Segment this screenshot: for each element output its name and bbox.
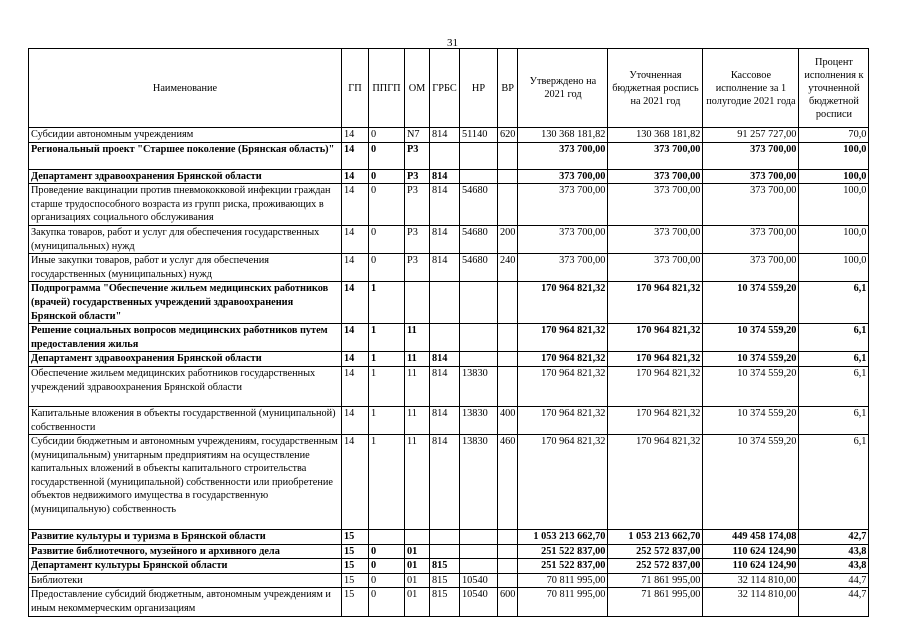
row-percent-cell: 70,0 (799, 128, 869, 143)
budget-table (28, 48, 869, 617)
header-ppgp: ППГП (369, 49, 405, 128)
row-refined-cell: 252 572 837,00 (608, 544, 703, 559)
row-np-cell: 54680 (460, 254, 498, 282)
row-np-cell: 13830 (460, 366, 498, 406)
row-om-cell: 11 (405, 406, 430, 434)
row-grbs-cell: 815 (430, 588, 460, 616)
row-vr-cell (498, 544, 518, 559)
row-gp-cell: 14 (342, 225, 369, 253)
row-om-cell: 11 (405, 352, 430, 367)
table-row (29, 406, 869, 434)
row-vr-cell (498, 573, 518, 588)
row-approved-cell: 170 964 821,32 (518, 324, 608, 352)
row-vr-cell: 400 (498, 406, 518, 434)
row-np-cell (460, 559, 498, 574)
table-row (29, 435, 869, 530)
row-cash-cell: 10 374 559,20 (703, 324, 799, 352)
row-vr-cell (498, 559, 518, 574)
row-percent-cell: 100,0 (799, 184, 869, 226)
row-np-cell: 10540 (460, 573, 498, 588)
row-refined-cell: 252 572 837,00 (608, 559, 703, 574)
row-percent-cell: 100,0 (799, 169, 869, 184)
row-grbs-cell (430, 142, 460, 169)
row-approved-cell: 170 964 821,32 (518, 406, 608, 434)
row-approved-cell: 170 964 821,32 (518, 435, 608, 530)
row-grbs-cell: 814 (430, 254, 460, 282)
row-name-cell: Субсидии автономным учреждениям (29, 128, 342, 143)
table-row (29, 366, 869, 406)
row-approved-cell: 373 700,00 (518, 142, 608, 169)
header-name: Наименование (29, 49, 342, 128)
row-percent-cell: 43,8 (799, 544, 869, 559)
row-name-cell: Библиотеки (29, 573, 342, 588)
row-vr-cell (498, 324, 518, 352)
header-np: НР (460, 49, 498, 128)
header-om: ОМ (405, 49, 430, 128)
header-approved: Утверждено на 2021 год (518, 49, 608, 128)
row-percent-cell: 100,0 (799, 142, 869, 169)
row-om-cell: 01 (405, 559, 430, 574)
row-cash-cell: 110 624 124,90 (703, 544, 799, 559)
row-om-cell: P3 (405, 254, 430, 282)
row-name-cell: Развитие библиотечного, музейного и архивного дела (29, 544, 342, 559)
row-percent-cell: 6,1 (799, 352, 869, 367)
table-row (29, 254, 869, 282)
row-np-cell: 10540 (460, 588, 498, 616)
row-om-cell: P3 (405, 142, 430, 169)
row-vr-cell: 240 (498, 254, 518, 282)
table-row (29, 588, 869, 616)
row-name-cell: Решение социальных вопросов медицинских работников путем предоставления жилья (29, 324, 342, 352)
table-row (29, 352, 869, 367)
table-row (29, 142, 869, 169)
row-cash-cell: 32 114 810,00 (703, 588, 799, 616)
row-name-cell: Иные закупки товаров, работ и услуг для обеспечения государственных (муниципальных) нужд (29, 254, 342, 282)
row-cash-cell: 10 374 559,20 (703, 435, 799, 530)
row-vr-cell (498, 142, 518, 169)
row-grbs-cell: 815 (430, 573, 460, 588)
row-grbs-cell (430, 530, 460, 545)
row-refined-cell: 71 861 995,00 (608, 573, 703, 588)
row-cash-cell: 449 458 174,08 (703, 530, 799, 545)
row-vr-cell (498, 366, 518, 406)
row-gp-cell: 15 (342, 530, 369, 545)
row-ppgp-cell: 0 (369, 184, 405, 226)
row-name-cell: Департамент культуры Брянской области (29, 559, 342, 574)
row-gp-cell: 15 (342, 573, 369, 588)
row-grbs-cell: 815 (430, 559, 460, 574)
table-header-row (29, 49, 869, 128)
row-om-cell: 01 (405, 588, 430, 616)
row-percent-cell: 100,0 (799, 225, 869, 253)
row-gp-cell: 14 (342, 406, 369, 434)
row-gp-cell: 14 (342, 352, 369, 367)
table-row (29, 544, 869, 559)
row-refined-cell: 373 700,00 (608, 184, 703, 226)
row-percent-cell: 6,1 (799, 406, 869, 434)
row-np-cell: 54680 (460, 184, 498, 226)
row-refined-cell: 373 700,00 (608, 169, 703, 184)
row-cash-cell: 373 700,00 (703, 142, 799, 169)
row-om-cell: 01 (405, 573, 430, 588)
row-name-cell: Субсидии бюджетным и автономным учреждениям, государственным (муниципальным) унитарным предприятиям на осуществление капитальных вложений в объекты капитального строительства государственной (муниципальной) собственности или приобретение объектов недвижимого имущества в государственную (муниципальную) собственность (29, 435, 342, 530)
table-row (29, 530, 869, 545)
row-percent-cell: 43,8 (799, 559, 869, 574)
row-gp-cell: 14 (342, 282, 369, 324)
row-np-cell: 51140 (460, 128, 498, 143)
row-percent-cell: 100,0 (799, 254, 869, 282)
row-refined-cell: 130 368 181,82 (608, 128, 703, 143)
row-gp-cell: 14 (342, 169, 369, 184)
page-number: 31 (447, 37, 458, 49)
row-cash-cell: 10 374 559,20 (703, 282, 799, 324)
row-cash-cell: 373 700,00 (703, 254, 799, 282)
header-refined: Уточненная бюджетная роспись на 2021 год (608, 49, 703, 128)
row-gp-cell: 14 (342, 366, 369, 406)
row-gp-cell: 14 (342, 184, 369, 226)
row-name-cell: Закупка товаров, работ и услуг для обеспечения государственных (муниципальных) нужд (29, 225, 342, 253)
row-om-cell: 01 (405, 544, 430, 559)
table-row (29, 184, 869, 226)
row-ppgp-cell: 1 (369, 406, 405, 434)
row-cash-cell: 10 374 559,20 (703, 406, 799, 434)
row-gp-cell: 15 (342, 588, 369, 616)
row-percent-cell: 6,1 (799, 435, 869, 530)
row-percent-cell: 6,1 (799, 324, 869, 352)
row-name-cell: Департамент здравоохранения Брянской области (29, 352, 342, 367)
row-ppgp-cell: 0 (369, 128, 405, 143)
row-vr-cell: 620 (498, 128, 518, 143)
row-percent-cell: 6,1 (799, 366, 869, 406)
row-om-cell: P3 (405, 184, 430, 226)
row-vr-cell: 200 (498, 225, 518, 253)
row-refined-cell: 170 964 821,32 (608, 435, 703, 530)
row-approved-cell: 170 964 821,32 (518, 282, 608, 324)
row-np-cell (460, 544, 498, 559)
row-refined-cell: 170 964 821,32 (608, 324, 703, 352)
row-gp-cell: 15 (342, 559, 369, 574)
row-approved-cell: 1 053 213 662,70 (518, 530, 608, 545)
row-gp-cell: 14 (342, 128, 369, 143)
row-grbs-cell: 814 (430, 406, 460, 434)
table-row (29, 128, 869, 143)
row-np-cell: 13830 (460, 435, 498, 530)
row-approved-cell: 70 811 995,00 (518, 588, 608, 616)
row-name-cell: Развитие культуры и туризма в Брянской области (29, 530, 342, 545)
header-cash: Кассовое исполнение за 1 полугодие 2021 года (703, 49, 799, 128)
row-ppgp-cell: 1 (369, 282, 405, 324)
row-name-cell: Региональный проект "Старшее поколение (Брянская область)" (29, 142, 342, 169)
table-row (29, 573, 869, 588)
row-approved-cell: 170 964 821,32 (518, 352, 608, 367)
row-ppgp-cell: 1 (369, 435, 405, 530)
row-percent-cell: 42,7 (799, 530, 869, 545)
row-grbs-cell (430, 324, 460, 352)
row-ppgp-cell: 0 (369, 559, 405, 574)
row-gp-cell: 14 (342, 254, 369, 282)
row-om-cell: 11 (405, 366, 430, 406)
row-cash-cell: 373 700,00 (703, 169, 799, 184)
row-grbs-cell: 814 (430, 169, 460, 184)
row-name-cell: Обеспечение жильем медицинских работников государственных учреждений здравоохранения Брянской области (29, 366, 342, 406)
table-row (29, 225, 869, 253)
table-row (29, 282, 869, 324)
row-cash-cell: 373 700,00 (703, 225, 799, 253)
row-grbs-cell: 814 (430, 352, 460, 367)
row-gp-cell: 14 (342, 435, 369, 530)
row-refined-cell: 71 861 995,00 (608, 588, 703, 616)
row-percent-cell: 6,1 (799, 282, 869, 324)
row-name-cell: Предоставление субсидий бюджетным, автономным учреждениям и иным некоммерческим организациям (29, 588, 342, 616)
header-vr: ВР (498, 49, 518, 128)
row-refined-cell: 170 964 821,32 (608, 282, 703, 324)
row-om-cell: N7 (405, 128, 430, 143)
row-np-cell (460, 530, 498, 545)
row-cash-cell: 10 374 559,20 (703, 352, 799, 367)
row-np-cell (460, 352, 498, 367)
row-om-cell: P3 (405, 225, 430, 253)
row-vr-cell: 460 (498, 435, 518, 530)
row-refined-cell: 170 964 821,32 (608, 406, 703, 434)
row-ppgp-cell: 0 (369, 169, 405, 184)
row-vr-cell (498, 530, 518, 545)
row-name-cell: Капитальные вложения в объекты государственной (муниципальной) собственности (29, 406, 342, 434)
row-grbs-cell: 814 (430, 225, 460, 253)
row-cash-cell: 32 114 810,00 (703, 573, 799, 588)
row-ppgp-cell: 1 (369, 366, 405, 406)
row-name-cell: Подпрограмма "Обеспечение жильем медицинских работников (врачей) государственных учреждений здравоохранения Брянской области" (29, 282, 342, 324)
row-grbs-cell: 814 (430, 128, 460, 143)
row-approved-cell: 170 964 821,32 (518, 366, 608, 406)
row-grbs-cell (430, 282, 460, 324)
row-ppgp-cell: 0 (369, 573, 405, 588)
row-approved-cell: 373 700,00 (518, 169, 608, 184)
row-refined-cell: 1 053 213 662,70 (608, 530, 703, 545)
row-approved-cell: 373 700,00 (518, 254, 608, 282)
row-refined-cell: 170 964 821,32 (608, 366, 703, 406)
table-row (29, 324, 869, 352)
row-np-cell: 13830 (460, 406, 498, 434)
row-refined-cell: 373 700,00 (608, 142, 703, 169)
table-row (29, 169, 869, 184)
header-grbs: ГРБС (430, 49, 460, 128)
row-om-cell: P3 (405, 169, 430, 184)
row-vr-cell (498, 282, 518, 324)
header-gp: ГП (342, 49, 369, 128)
row-approved-cell: 373 700,00 (518, 225, 608, 253)
row-approved-cell: 70 811 995,00 (518, 573, 608, 588)
row-cash-cell: 91 257 727,00 (703, 128, 799, 143)
row-ppgp-cell: 1 (369, 324, 405, 352)
row-ppgp-cell: 0 (369, 254, 405, 282)
table-body (29, 128, 869, 617)
row-gp-cell: 14 (342, 324, 369, 352)
row-grbs-cell: 814 (430, 435, 460, 530)
row-approved-cell: 251 522 837,00 (518, 559, 608, 574)
row-om-cell: 11 (405, 435, 430, 530)
row-ppgp-cell: 0 (369, 588, 405, 616)
row-cash-cell: 110 624 124,90 (703, 559, 799, 574)
row-name-cell: Проведение вакцинации против пневмококковой инфекции граждан старше трудоспособного возраста из групп риска, проживающих в организациях социального обслуживания (29, 184, 342, 226)
row-name-cell: Департамент здравоохранения Брянской области (29, 169, 342, 184)
row-ppgp-cell: 0 (369, 544, 405, 559)
row-vr-cell (498, 352, 518, 367)
row-np-cell: 54680 (460, 225, 498, 253)
row-gp-cell: 14 (342, 142, 369, 169)
row-approved-cell: 130 368 181,82 (518, 128, 608, 143)
row-np-cell (460, 324, 498, 352)
row-approved-cell: 251 522 837,00 (518, 544, 608, 559)
row-vr-cell (498, 184, 518, 226)
table-row (29, 559, 869, 574)
row-om-cell (405, 282, 430, 324)
row-vr-cell (498, 169, 518, 184)
row-grbs-cell (430, 544, 460, 559)
row-grbs-cell: 814 (430, 184, 460, 226)
row-ppgp-cell (369, 530, 405, 545)
row-percent-cell: 44,7 (799, 588, 869, 616)
row-om-cell (405, 530, 430, 545)
row-np-cell (460, 282, 498, 324)
row-om-cell: 11 (405, 324, 430, 352)
row-np-cell (460, 142, 498, 169)
row-ppgp-cell: 0 (369, 225, 405, 253)
row-cash-cell: 373 700,00 (703, 184, 799, 226)
row-vr-cell: 600 (498, 588, 518, 616)
row-ppgp-cell: 1 (369, 352, 405, 367)
header-percent: Процент исполнения к уточненной бюджетной росписи (799, 49, 869, 128)
row-approved-cell: 373 700,00 (518, 184, 608, 226)
row-refined-cell: 373 700,00 (608, 225, 703, 253)
row-np-cell (460, 169, 498, 184)
row-refined-cell: 373 700,00 (608, 254, 703, 282)
row-percent-cell: 44,7 (799, 573, 869, 588)
row-gp-cell: 15 (342, 544, 369, 559)
row-ppgp-cell: 0 (369, 142, 405, 169)
row-cash-cell: 10 374 559,20 (703, 366, 799, 406)
row-grbs-cell: 814 (430, 366, 460, 406)
row-refined-cell: 170 964 821,32 (608, 352, 703, 367)
